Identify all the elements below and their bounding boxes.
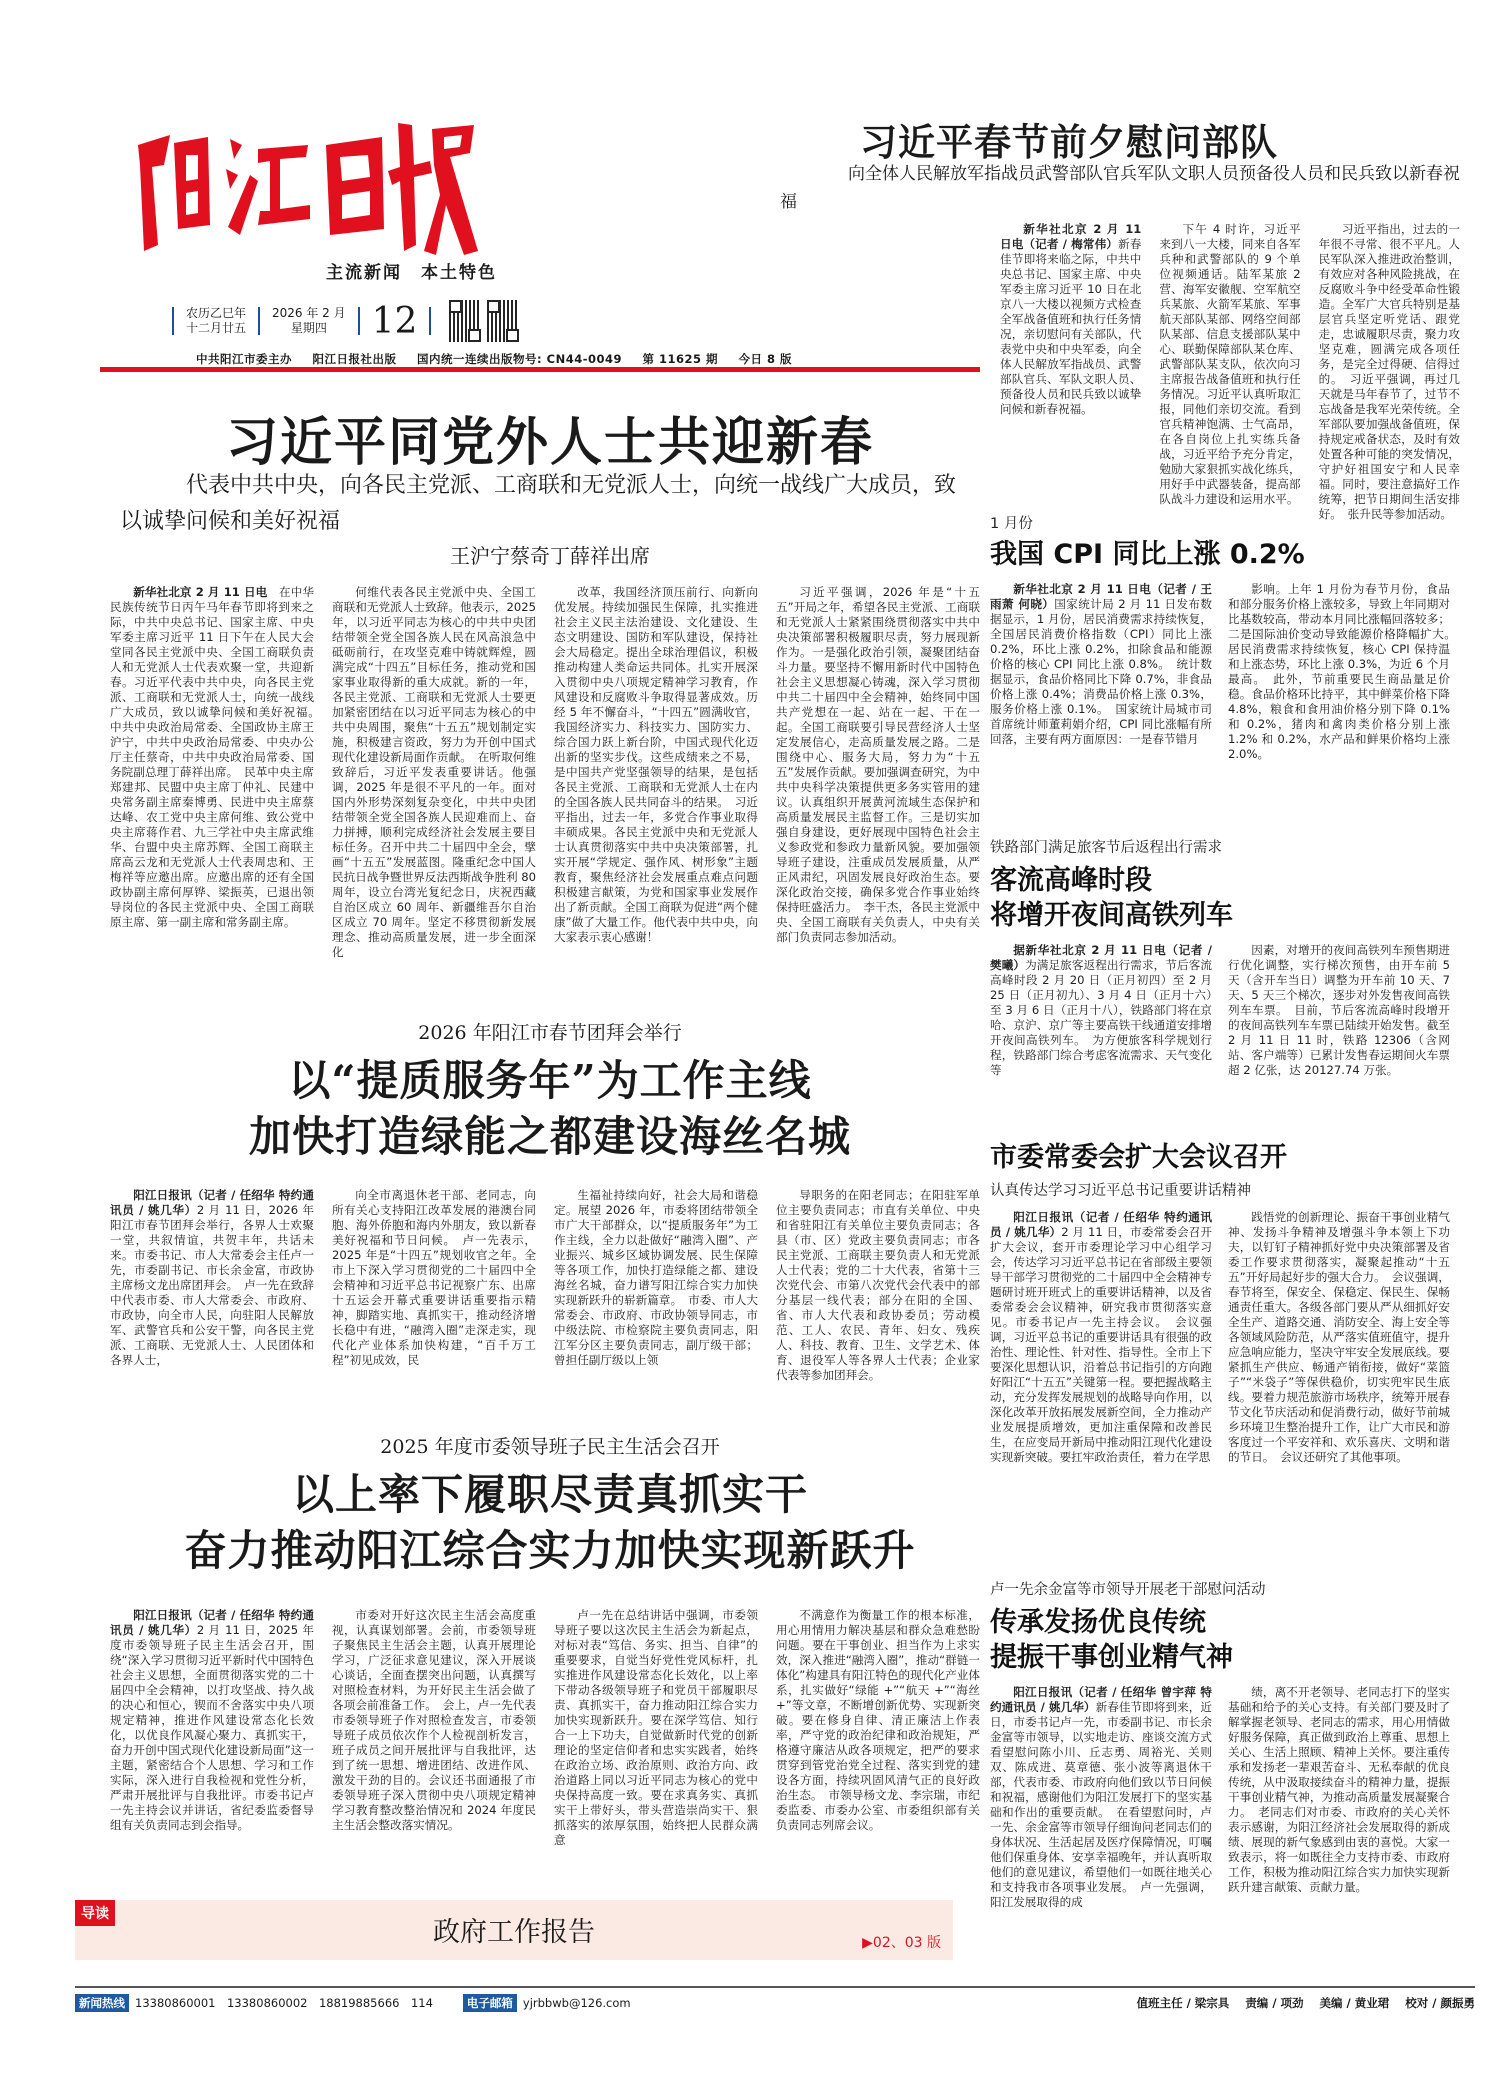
article-paragraph: 为满足旅客返程出行需求，节后客流高峰时段 2 月 20 日（正月初四）至 2 月 25 日（正月初九）、3 月 4 日（正月十六）至 3 月 6 日（正月十八），铁路部门将在京哈、京沪、京广等主要高铁干线通道安排增开夜间高铁列车。 为方便旅客科学规划行程，铁路部门综合考虑客流需求、天气变化等 — [990, 958, 1212, 1077]
democratic-life-body — [110, 1608, 980, 1848]
lunar-day: 十二月廿五 — [186, 321, 247, 335]
footer-rule — [75, 1986, 1475, 1988]
lead-headline[interactable]: 习近平同党外人士共迎新春 — [225, 412, 874, 473]
hotline-label: 新闻热线 — [75, 1994, 129, 2012]
issue-number: 第 11625 期 — [642, 352, 719, 366]
divider — [258, 307, 260, 335]
article-paragraph: 习近平指出，过去的一年很不寻常、很不平凡。人民军队深入推进政治整训，有效应对各种风险挑战，在反腐败斗争中经受革命性锻造。全军广大官兵特别是基层官兵坚定听党话、跟党走，忠诚履职尽责，聚力攻坚克难，圆满完成各项任务，是完全过得硬、信得过的。 习近平强调，再过几天就是马年春节了，过节不忘战备是我军光荣传统。全军部队要加强战备值班，保持规定戒备状态，及时有效处置各种可能的突发情况，守护好祖国安宁和人民幸福。同时，要注意搞好工作统筹，把节日期间生活安排好。 张升民等参加活动。 — [1318, 222, 1460, 521]
article-title[interactable]: 提振干事创业精气神 — [990, 1642, 1233, 1673]
serial-number: 国内统一连续出版物号: CN44-0049 — [417, 352, 622, 366]
article-title[interactable]: 加快打造绿能之都建设海丝名城 — [248, 1112, 851, 1161]
weekday: 星期四 — [290, 321, 327, 335]
article-subtitle: 向全体人民解放军指战员武警部队官兵军队文职人员预备役人员和民兵致以新春祝福 — [780, 164, 1460, 212]
logo-calligraphy-icon — [130, 105, 490, 260]
article-kicker: 铁路部门满足旅客节后返程出行需求 — [990, 840, 1222, 856]
lunar-date — [186, 306, 246, 336]
publication-info — [196, 351, 808, 367]
credit-duty-editor: 值班主任 / 梁宗具 — [1136, 1996, 1230, 2010]
article-dateline: 新华社北京 2 月 11 日电（记者 / 王雨萧 何晓） — [990, 582, 1212, 611]
credit-designer: 美编 / 黄业珺 — [1319, 1996, 1390, 2010]
year-month: 2026 年 2 月 — [272, 306, 346, 320]
article-dateline: 阳江日报讯（记者 / 任绍华 特约通讯员 / 姚几华） — [110, 1188, 314, 1217]
article-title[interactable]: 传承发扬优良传统 — [990, 1607, 1206, 1638]
lunar-year: 农历乙巳年 — [186, 306, 247, 320]
guide-tag: 导读 — [75, 1900, 115, 1926]
veteran-article — [990, 1578, 1450, 1910]
email-label: 电子邮箱 — [463, 1994, 517, 2012]
rail-article — [990, 836, 1450, 1078]
lead-body — [110, 585, 980, 960]
gregorian-date — [272, 306, 346, 336]
article-paragraph: 习近平强调，2026 年是“十五五”开局之年，希望各民主党派、工商联和无党派人士紧紧围绕贯彻落实中共中央决策部署积极履职尽责，努力展现新作为。一是强化政治引领，凝聚团结奋斗力量。要坚持不懈用新时代中国特色社会主义思想凝心铸魂，深入学习贯彻中共二十届四中全会精神，始终同中国共产党想在一起、站在一起、干在一起。全国工商联要引导民营经济人士坚定发展信心，走高质量发展之路。二是围绕中心、服务大局，努力为“十五五”发展作贡献。要加强调查研究，为中共中央科学决策提供更多务实管用的建议。认真组织开展黄河流域生态保护和高质量发展民主监督工作。三是切实加强自身建设，更好展现中国特色社会主义参政党和参政力量新风貌。要加强领导班子建设，注重成员发展质量，从严正风肃纪，巩固发展良好政治生态。要深化政治交接，确保多党合作事业始终保持旺盛活力。 李干杰，各民主党派中央、全国工商联有关负责人，中央有关部门负责同志参加活动。 — [776, 585, 980, 944]
article-paragraph: 2 月 11 日，2025 年度市委领导班子民主生活会召开，围绕“深入学习贯彻习近平新时代中国特色社会主义思想，全面贯彻落实党的二十届四中全会精神，以打攻坚战、持久战的决心和恒心，锲而不舍落实中央八项规定精神，推进作风建设常态化长效化，以优良作风凝心聚力、真抓实干，奋力开创中国式现代化建设新局面”这一主题，紧密结合个人思想、学习和工作实际，深入进行自我检视和党性分析，严肃开展批评与自我批评。市委书记卢一先主持会议并讲话，省纪委监委督导组有关负责同志到会指导。 — [110, 1623, 314, 1832]
article-paragraph: 卢一先在总结讲话中强调，市委领导班子要以这次民主生活会为新起点，对标对表“笃信、务实、担当、自律”的重要要求，自觉当好党性党风标杆，扎实推进作风建设常态化长效化，以上率下带动各级领导班子和党员干部履职尽责、真抓实干，奋力推动阳江综合实力加快实现新跃升。要在深学笃信、知行合一上下功夫，自觉做新时代党的创新理论的坚定信仰者和忠实实践者，始终在政治立场、政治原则、政治方向、政治道路上同以习近平同志为核心的党中央保持高度一致。要在求真务实、真抓实干上带好头，带头营造崇尚实干、狠抓落实的浓厚氛围，始终把人民群众满意 — [554, 1608, 758, 1847]
article-dateline: 据新华社北京 2 月 11 日电（记者 / 樊曦） — [990, 943, 1212, 972]
article-title[interactable]: 客流高峰时段 — [990, 865, 1152, 896]
article-paragraph: 生福祉持续向好，社会大局和谐稳定。展望 2026 年，市委将团结带领全市广大干部群众，以“提质服务年”为工作主线，全力以赴做好“融湾入圈”、产业振兴、城乡区域协调发展、民生保障等各项工作，加快打造绿能之都、建设海丝名城，奋力谱写阳江综合实力加快实现新跃升的崭新篇章。 市委、市人大常委会、市政府、市政协领导同志，市中级法院、市检察院主要负责同志，阳江军分区主要负责同志，副厅级干部；曾担任副厅级以上领 — [554, 1188, 758, 1367]
article-kicker: 卢一先余金富等市领导开展老干部慰问活动 — [990, 1582, 1266, 1598]
article-kicker: 1 月份 — [990, 516, 1033, 532]
article-paragraph: 绩，离不开老领导、老同志打下的坚实基础和给予的关心支持。有关部门要及时了解掌握老领导、老同志的需求，用心用情做好服务保障，真正做到政治上尊重、思想上关心、生活上照顾、精神上关怀。要注重传承和发扬老一辈艰苦奋斗、无私奉献的优良传统，从中汲取接续奋斗的精神力量，提振干事创业精气神，为推动高质量发展凝聚合力。 老同志们对市委、市政府的关心关怀表示感谢，为阳江经济社会发展取得的新成绩、展现的新气象感到由衷的喜悦。大家一致表示，将一如既往全力支持市委、市政府工作，积极为推动阳江综合实力加快实现新跃升建言献策、贡献力量。 — [1228, 1685, 1450, 1894]
article-title[interactable]: 奋力推动阳江综合实力加快实现新跃升 — [184, 1526, 916, 1575]
article-paragraph: 向全市离退休老干部、老同志，向所有关心支持阳江改革发展的港澳台同胞、海外侨胞和海内外朋友，致以新春美好祝福和节日问候。 卢一先表示，2025 年是“十四五”规划收官之年。全市上下深入学习贯彻党的二十届四中全会精神和习近平总书记视察广东、出席十五运会开幕式重要讲话重要指示精神，脚踏实地、真抓实干，推动经济增长稳中有进，“融湾入圈”走深走实，现代化产业体系加快构建，“百千万工程”初见成效，民 — [332, 1188, 536, 1367]
article-title[interactable]: 将增开夜间高铁列车 — [990, 900, 1233, 931]
article-paragraph: 新春佳节即将到来，近日，市委书记卢一先，市委副书记、市长余金富等市领导，以实地走访、座谈交流方式看望慰问陈小川、丘志勇、周裕光、关则双、陈成进、莫章德、张小波等离退休干部，代表市委、市政府向他们致以节日问候和祝福，感谢他们为阳江发展打下的坚实基础和作出的重要贡献。 在看望慰问时，卢一先、余金富等市领导仔细询问老同志们的身体状况、生活起居及医疗保障情况，叮嘱他们保重身体、安享幸福晚年，并认真听取他们的意见建议，希望他们一如既往地关心和支持我市各项事业发展。 卢一先强调，阳江发展取得的成 — [990, 1700, 1212, 1909]
article-paragraph: 在中华民族传统节日丙午马年春节即将到来之际，中共中央总书记、国家主席、中央军委主席习近平 11 日下午在人民大会堂同各民主党派中央、全国工商联负责人和无党派人士代表欢聚一堂，共迎新春。习近平代表中共中央，向各民主党派、工商联和无党派人士，向统一战线广大成员，致以诚挚问候和美好祝福。 中共中央政治局常委、全国政协主席王沪宁，中共中央政治局常委、中央办公厅主任蔡奇，中共中央政治局常委、国务院副总理丁薛祥出席。 民革中央主席郑建邦、民盟中央主席丁仲礼、民建中央常务副主席秦博勇、民进中央主席蔡达峰、农工党中央主席何维、致公党中央主席蒋作君、九三学社中央主席武维华、台盟中央主席苏辉、全国工商联主席高云龙和无党派人士代表周忠和、王梅祥等应邀出席。应邀出席的还有全国政协副主席何厚铧、梁振英，已退出领导岗位的各民主党派中央、全国工商联原主席、第一副主席和常务副主席。 — [110, 585, 326, 929]
article-paragraph: 导职务的在阳老同志；在阳驻军单位主要负责同志；市直有关单位、中央和省驻阳江有关单位主要负责同志；各县（市、区）党政主要负责同志；市各民主党派、工商联主要负责人和无党派人士代表；党的二十大代表，省第十三次党代会、市第八次党代会代表中的部分基层一线代表；部分在阳的全国、省、市人大代表和政协委员；劳动模范、工人、农民、青年、妇女、残疾人、科技、教育、卫生、文学艺术、体育、退役军人等各界人士代表；企业家代表等参加团拜会。 — [776, 1188, 980, 1382]
guide-box[interactable] — [75, 1900, 953, 1960]
article-paragraph: 国家统计局 2 月 11 日发布数据显示，1 月份，居民消费需求持续恢复，全国居民消费价格指数（CPI）同比上涨 0.2%，环比上涨 0.2%，扣除食品和能源价格的核心 CPI 同比上涨 0.8%。 统计数据显示，食品价格同比下降 0.7%，非食品价格上涨 0.4%；消费品价格上涨 0.3%，服务价格上涨 0.1%。 国家统计局城市司首席统计师董莉娟介绍，CPI 同比涨幅有所回落，主要有两方面原因：一是春节错月 — [990, 597, 1212, 746]
lead-subtitle: 代表中共中央，向各民主党派、工商联和无党派人士，向统一战线广大成员，致以诚挚问候和美好祝福 — [120, 473, 957, 534]
cpi-article — [990, 512, 1462, 762]
qr-code-icon[interactable] — [449, 300, 481, 342]
guide-page-link[interactable]: ▶02、03 版 — [862, 1935, 941, 1951]
newspaper-logo — [130, 105, 490, 260]
article-dateline: 阳江日报讯（记者 / 任绍华 特约通讯员 / 姚几华） — [990, 1210, 1212, 1239]
article-title[interactable]: 习近平春节前夕慰问部队 — [860, 120, 1278, 164]
committee-article — [990, 1140, 1450, 1465]
page-count: 今日 8 版 — [738, 352, 793, 366]
article-subtitle: 认真传达学习习近平总书记重要讲话精神 — [990, 1183, 1251, 1199]
gathering-body — [110, 1188, 980, 1383]
dateline-bar — [160, 296, 519, 346]
publisher: 阳江日报社出版 — [312, 352, 397, 366]
credit-editor: 责编 / 项劲 — [1245, 1996, 1304, 2010]
article-title[interactable]: 我国 CPI 同比上涨 0.2% — [990, 539, 1305, 570]
article-dateline: 新华社北京 2 月 11 日电 — [133, 585, 268, 599]
hotline-numbers: 13380860001 13380860002 18819885666 114 — [135, 1996, 433, 2010]
article-dateline: 阳江日报讯（记者 / 任绍华 曾宇萍 特约通讯员 / 姚几华） — [990, 1685, 1212, 1714]
guide-title[interactable]: 政府工作报告 — [433, 1917, 595, 1948]
divider — [358, 307, 360, 335]
footer — [75, 1994, 1475, 2012]
article-title[interactable]: 以上率下履职尽责真抓实干 — [291, 1470, 808, 1519]
article-paragraph: 市委对开好这次民主生活会高度重视，认真谋划部署。会前，市委领导班子聚焦民主生活会主题，认真开展理论学习，广泛征求意见建议，深入开展谈心谈话，全面查摆突出问题，认真撰写对照检查材料，为开好民主生活会做了各项会前准备工作。 会上，卢一先代表市委领导班子作对照检查发言，市委领导班子成员依次作个人检视剖析发言，班子成员之间开展批评与自我批评，达到了统一思想、增进团结、改进作风、激发干劲的目的。会议还书面通报了市委领导班子深入贯彻中央八项规定精神学习教育整改整治情况和 2024 年度民主生活会整改落实情况。 — [332, 1608, 536, 1832]
article-paragraph: 不满意作为衡量工作的根本标准，用心用情用力解决基层和群众急难愁盼问题。要在干事创业、担当作为上求实效，深入推进“融湾入圈”，推动“群链一体化”构建具有阳江特色的现代化产业体系，扎实做好“绿能 +”“航天 +”“海丝 +”等文章，不断增创新优势、实现新突破。要在修身自律、清正廉洁上作表率，严守党的政治纪律和政治规矩，严格遵守廉洁从政各项规定，把严的要求贯穿到管党治党全过程、落实到党的建设各方面，持续巩固风清气正的良好政治生态。 市领导杨文龙、李宗瑞，市纪委监委、市委办公室、市委组织部有关负责同志列席会议。 — [776, 1608, 980, 1832]
article-paragraph: 新春佳节即将来临之际，中共中央总书记、国家主席、中央军委主席习近平 10 日在北京八一大楼以视频方式检查全军战备值班和执行任务情况，亲切慰问有关部队，代表党中央和中央军委，向全体人民解放军指战员、武警部队官兵、军队文职人员、预备役人员和民兵致以诚挚问候和新春祝福。 — [1000, 237, 1142, 416]
article-dateline: 阳江日报讯（记者 / 任绍华 特约通讯员 / 姚几华） — [110, 1608, 314, 1637]
email-link[interactable]: yjrbbwb@126.com — [522, 1996, 631, 2010]
article-dateline: 新华社北京 2 月 11 日电（记者 / 梅常伟） — [1000, 222, 1142, 251]
sponsor: 中共阳江市委主办 — [196, 352, 292, 366]
article-title[interactable]: 市委常委会扩大会议召开 — [990, 1142, 1287, 1173]
article-paragraph: 影响。上年 1 月份为春节月份，食品和部分服务价格上涨较多，导致上年同期对比基数较高，带动本月同比涨幅回落较多；二是国际油价变动导致能源价格降幅扩大。 居民消费需求持续恢复，核心 CPI 保持温和上涨态势，环比上涨 0.3%，为近 6 个月最高。 此外，节前重要民生商品量足价稳。食品价格环比持平，其中鲜菜价格下降 4.8%，粮食和食用油价格分别下降 0.1% 和 0.2%，猪肉和禽肉类价格分别上涨 1.2% 和 0.2%，水产品和鲜果价格均上涨 2.0%。 — [1228, 582, 1462, 761]
credit-proofreader: 校对 / 颜振勇 — [1405, 1996, 1475, 2010]
article-title[interactable]: 以“提质服务年”为工作主线 — [288, 1056, 812, 1105]
lead-subtitle-2: 王沪宁蔡奇丁薛祥出席 — [450, 544, 650, 568]
article-kicker: 2025 年度市委领导班子民主生活会召开 — [380, 1436, 720, 1458]
qr-code-icon[interactable] — [487, 300, 519, 342]
article-paragraph: 因素，对增开的夜间高铁列车预售期进行优化调整，实行梯次预售，由开车前 5 天（含开车当日）调整为开车前 10 天、7 天、5 天三个梯次，逐步对外发售夜间高铁列车车票。 目前，节后客流高峰时段增开的夜间高铁列车车票已陆续开始发售。截至 2 月 11 日 11 时，铁路 12306（含网站、客户端等）已累计发售春运期间火车票超 2 亿张，达 20127.74 万张。 — [1228, 943, 1450, 1077]
staff-credits — [1125, 1995, 1475, 2011]
divider — [172, 307, 174, 335]
article-paragraph: 践悟党的创新理论、振奋干事创业精气神、发扬斗争精神及增强斗争本领上下功夫，以钉钉子精神抓好党中央决策部署及省委工作要求贯彻落实，凝聚起推动“十五五”开好局起好步的强大合力。 会议强调，春节将至，保安全、保稳定、保民生、保畅通责任重大。各级各部门要从严从细抓好安全生产、道路交通、消防安全、海上安全等各领域风险防范，从严落实值班值守，提升应急响应能力，坚决守牢安全发展底线。要紧抓生产供应、畅通产销衔接，做好“菜篮子”“米袋子”等保供稳价，切实兜牢民生底线。要着力规范旅游市场秩序，统筹开展春节文化节庆活动和促消费行动，做好节前城乡环境卫生整治提升工作，让广大市民和游客度过一个平安祥和、欢乐喜庆、文明和谐的节日。 会议还研究了其他事项。 — [1228, 1210, 1450, 1464]
article-paragraph: 下午 4 时许，习近平来到八一大楼，同来自各军兵种和武警部队的 9 个单位视频通话。陆军某旅 2 营、海军安徽舰、空军航空兵某旅、火箭军某旅、军事航天部队某部、网络空间部队某部、信息支援部队某中心、联勤保障部队某仓库、武警部队某支队，依次向习主席报告战备值班和执行任务情况。习近平认真听取汇报，同他们亲切交流。看到官兵精神饱满、士气高昂，在各自岗位上扎实练兵备战，习近平给予充分肯定，勉励大家狠抓实战化练兵，用好手中武器装备，提高部队战斗力建设和运用水平。 — [1159, 222, 1301, 506]
article-paragraph: 2 月 11 日，2026 年阳江市春节团拜会举行，各界人士欢聚一堂，共叙情谊，共贺丰年，共话未来。市委书记、市人大常委会主任卢一先，市委副书记、市长余金富，市政协主席杨文龙出席团拜会。 卢一先在致辞中代表市委、市人大常委会、市政府、市政协，向全市人民，向驻阳人民解放军、武警官兵和公安干警，向各民主党派、工商联、无党派人士、人民团体和各界人士， — [110, 1203, 314, 1367]
article-paragraph: 2 月 11 日，市委常委会召开扩大会议，套开市委理论学习中心组学习会，传达学习习近平总书记在省部级主要领导干部学习贯彻党的二十届四中全会精神专题研讨班开班式上的重要讲话精神，以及省委常委会会议精神，研究我市贯彻落实意见。市委书记卢一先主持会议。 会议强调，习近平总书记的重要讲话具有很强的政治性、理论性、针对性、指导性。全市上下要深化思想认识，沿着总书记指引的方向跑好阳江“十五五”关键第一程。要把握战略主动，充分发挥发展规划的战略导向作用，以深化改革开放拓展发展新空间，全力推动产业发展提质增效，更加注重保障和改善民生，在应变局开新局中推动阳江现代化建设实现新突破。要扛牢政治责任，着力在学思 — [990, 1225, 1212, 1464]
article-paragraph: 何维代表各民主党派中央、全国工商联和无党派人士致辞。他表示，2025 年，以习近平同志为核心的中共中央团结带领全党全国各族人民在风高浪急中砥砺前行，在攻坚克难中铸就辉煌，圆满完成“十四五”目标任务，推动党和国家事业取得新的重大成就。新的一年，各民主党派、工商联和无党派人士要更加紧密团结在以习近平同志为核心的中共中央周围，聚焦“十五五”规划制定实施，积极建言资政，努力为开创中国式现代化建设新局面作贡献。 在听取何维致辞后，习近平发表重要讲话。他强调，2025 年是很不平凡的一年。面对国内外形势深刻复杂变化，中共中央团结带领全党全国各族人民迎难而上、奋力拼搏，顺利完成经济社会发展主要目标任务。召开中共二十届四中全会，擘画“十五五”发展蓝图。隆重纪念中国人民抗日战争暨世界反法西斯战争胜利 80 周年，设立台湾光复纪念日，庆祝西藏自治区成立 60 周年、新疆维吾尔自治区成立 70 周年。坚定不移贯彻新发展理念、推动高质量发展，进一步全面深化 — [332, 585, 536, 959]
divider — [429, 307, 431, 335]
article-paragraph: 改革，我国经济顶压前行、向新向优发展。持续加强民生保障，扎实推进社会主义民主法治建设、文化建设、生态文明建设、国防和军队建设，保持社会大局稳定。提出全球治理倡议，积极推动构建人类命运共同体。扎实开展深入贯彻中央八项规定精神学习教育，作风建设和反腐败斗争取得显著成效。历经 5 年不懈奋斗，“十四五”圆满收官，我国经济实力、科技实力、国防实力、综合国力跃上新台阶，中国式现代化迈出新的坚实步伐。这些成绩来之不易，是中国共产党坚强领导的结果，是包括各民主党派、工商联和无党派人士在内的全国各族人民共同奋斗的结果。 习近平指出，过去一年，多党合作事业取得丰硕成果。各民主党派中央和无党派人士认真贯彻落实中共中央决策部署，扎实开展“学规定、强作风、树形象”主题教育，聚焦经济社会发展重点难点问题积极建言献策，为党和国家事业发展作出了新贡献。全国工商联为促进“两个健康”做了大量工作。他代表中共中央，向大家表示衷心感谢！ — [554, 585, 758, 944]
day-number: 12 — [371, 300, 418, 342]
slogan: 主流新闻 本土特色 — [326, 263, 497, 283]
article-kicker: 2026 年阳江市春节团拜会举行 — [418, 1022, 682, 1044]
